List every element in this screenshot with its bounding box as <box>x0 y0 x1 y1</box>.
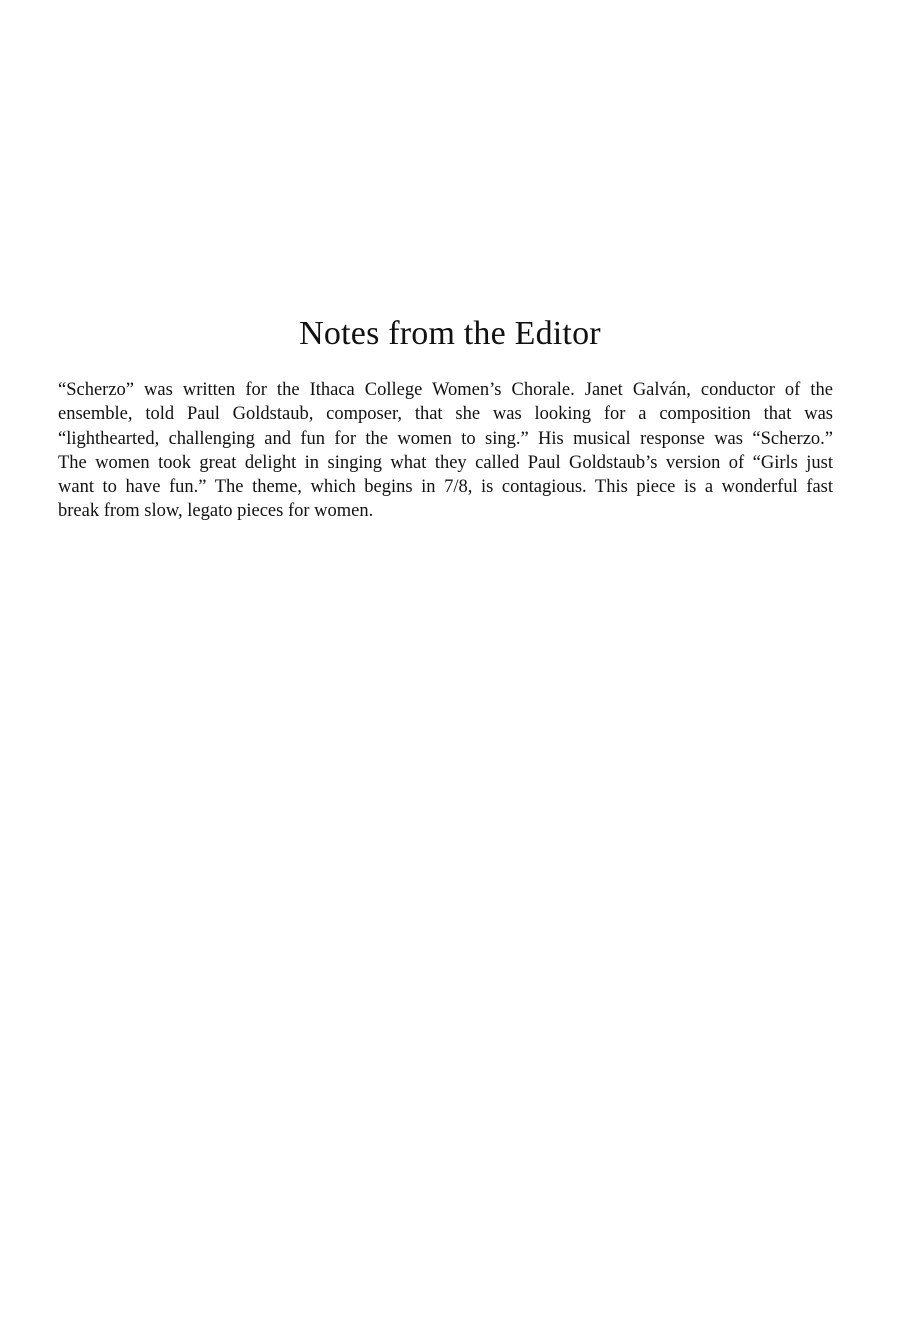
page-title: Notes from the Editor <box>299 315 601 352</box>
editor-notes-paragraph <box>58 378 833 524</box>
paragraph-line: break from slow, legato pieces for women. <box>58 501 374 522</box>
paragraph-line: “Scherzo” was written for the Ithaca College Women’s Chorale. Janet Galván, conductor of the <box>58 380 833 400</box>
paragraph-line: The women took great delight in singing what they called Paul Goldstaub’s version of “Girls just <box>58 452 833 473</box>
paragraph-line: want to have fun.” The theme, which begins in 7/8, is contagious. This piece is a wonderful fast <box>58 477 833 498</box>
paragraph-line: ensemble, told Paul Goldstaub, composer, that she was looking for a composition that was <box>58 404 833 425</box>
paragraph-line: “lighthearted, challenging and fun for the women to sing.” His musical response was “Scherzo.” <box>58 428 833 449</box>
